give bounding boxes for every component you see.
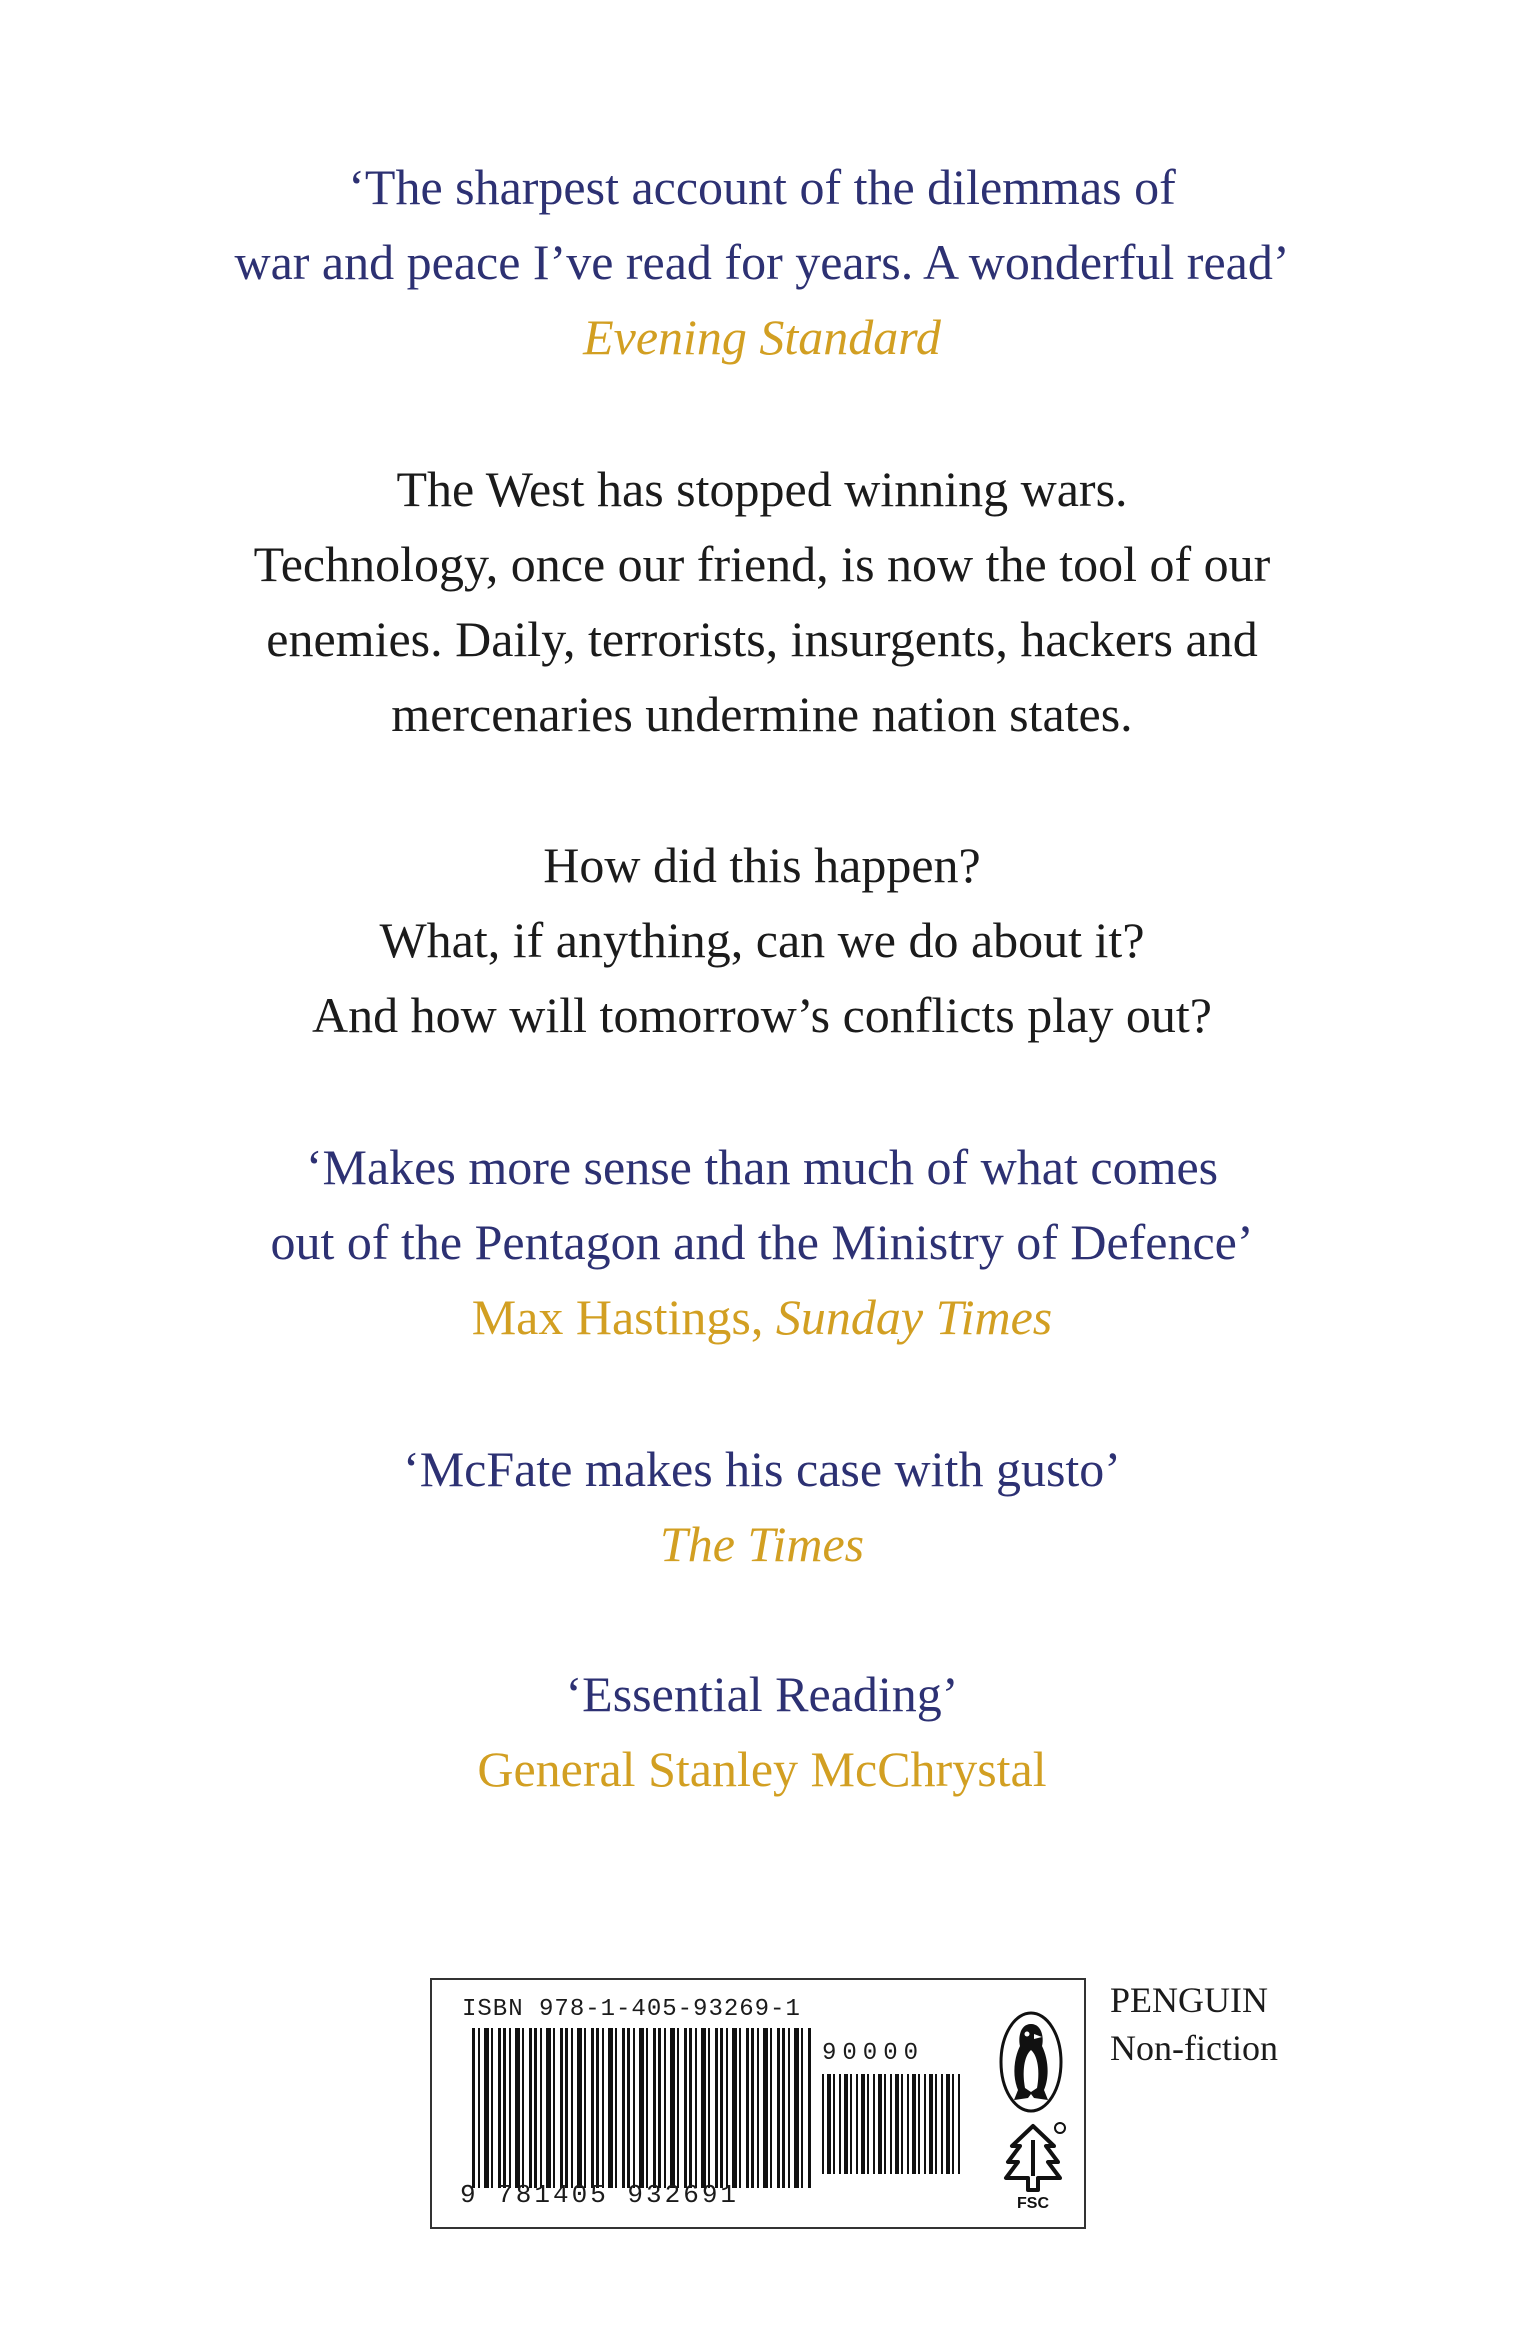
fsc-tree-icon [998,2120,1068,2210]
quote-source: Evening Standard [583,309,941,365]
price-code: 90000 [822,2040,925,2067]
blurb-line: mercenaries undermine nation states. [391,686,1133,742]
imprint [1110,1976,1278,2072]
quote-evening-standard [0,150,1524,375]
quote-line: war and peace I’ve read for years. A wonderful read’ [234,234,1290,290]
blurb-paragraph-1 [0,452,1524,752]
blurb-line: What, if anything, can we do about it? [379,912,1145,968]
imprint-category: Non-fiction [1110,2028,1278,2068]
quote-source: General Stanley McChrystal [477,1741,1047,1797]
quote-line: ‘Makes more sense than much of what comes [305,1139,1219,1195]
quote-the-times [0,1432,1524,1582]
quote-line: ‘McFate makes his case with gusto’ [403,1441,1121,1497]
blurb-line: Technology, once our friend, is now the tool of our [253,536,1271,592]
quote-source [0,1280,1524,1355]
quote-source: The Times [659,1516,865,1572]
blurb-line: enemies. Daily, terrorists, insurgents, hackers and [266,611,1258,667]
blurb-line: And how will tomorrow’s conflicts play out? [312,987,1212,1043]
quote-mcchrystal [0,1657,1524,1807]
quote-line: out of the Pentagon and the Ministry of Defence’ [270,1214,1254,1270]
price-barcode [822,2074,962,2174]
blurb-line: The West has stopped winning wars. [396,461,1128,517]
blurb-paragraph-2 [0,828,1524,1053]
ean-barcode [472,2028,812,2188]
quote-sunday-times [0,1130,1524,1355]
quote-source-publication: Sunday Times [775,1289,1053,1345]
fsc-label: FSC [1017,2195,1049,2210]
barcode-digits: 9 781405 932691 [460,2180,740,2210]
penguin-logo-icon [998,2010,1064,2114]
blurb-line: How did this happen? [543,837,981,893]
barcode-panel [430,1978,1086,2229]
isbn-label: ISBN 978-1-405-93269-1 [462,1996,801,2023]
quote-line: ‘The sharpest account of the dilemmas of [348,159,1176,215]
publisher-name: PENGUIN [1110,1980,1268,2020]
quote-line: ‘Essential Reading’ [565,1666,959,1722]
quote-source-author: Max Hastings, [471,1289,776,1345]
